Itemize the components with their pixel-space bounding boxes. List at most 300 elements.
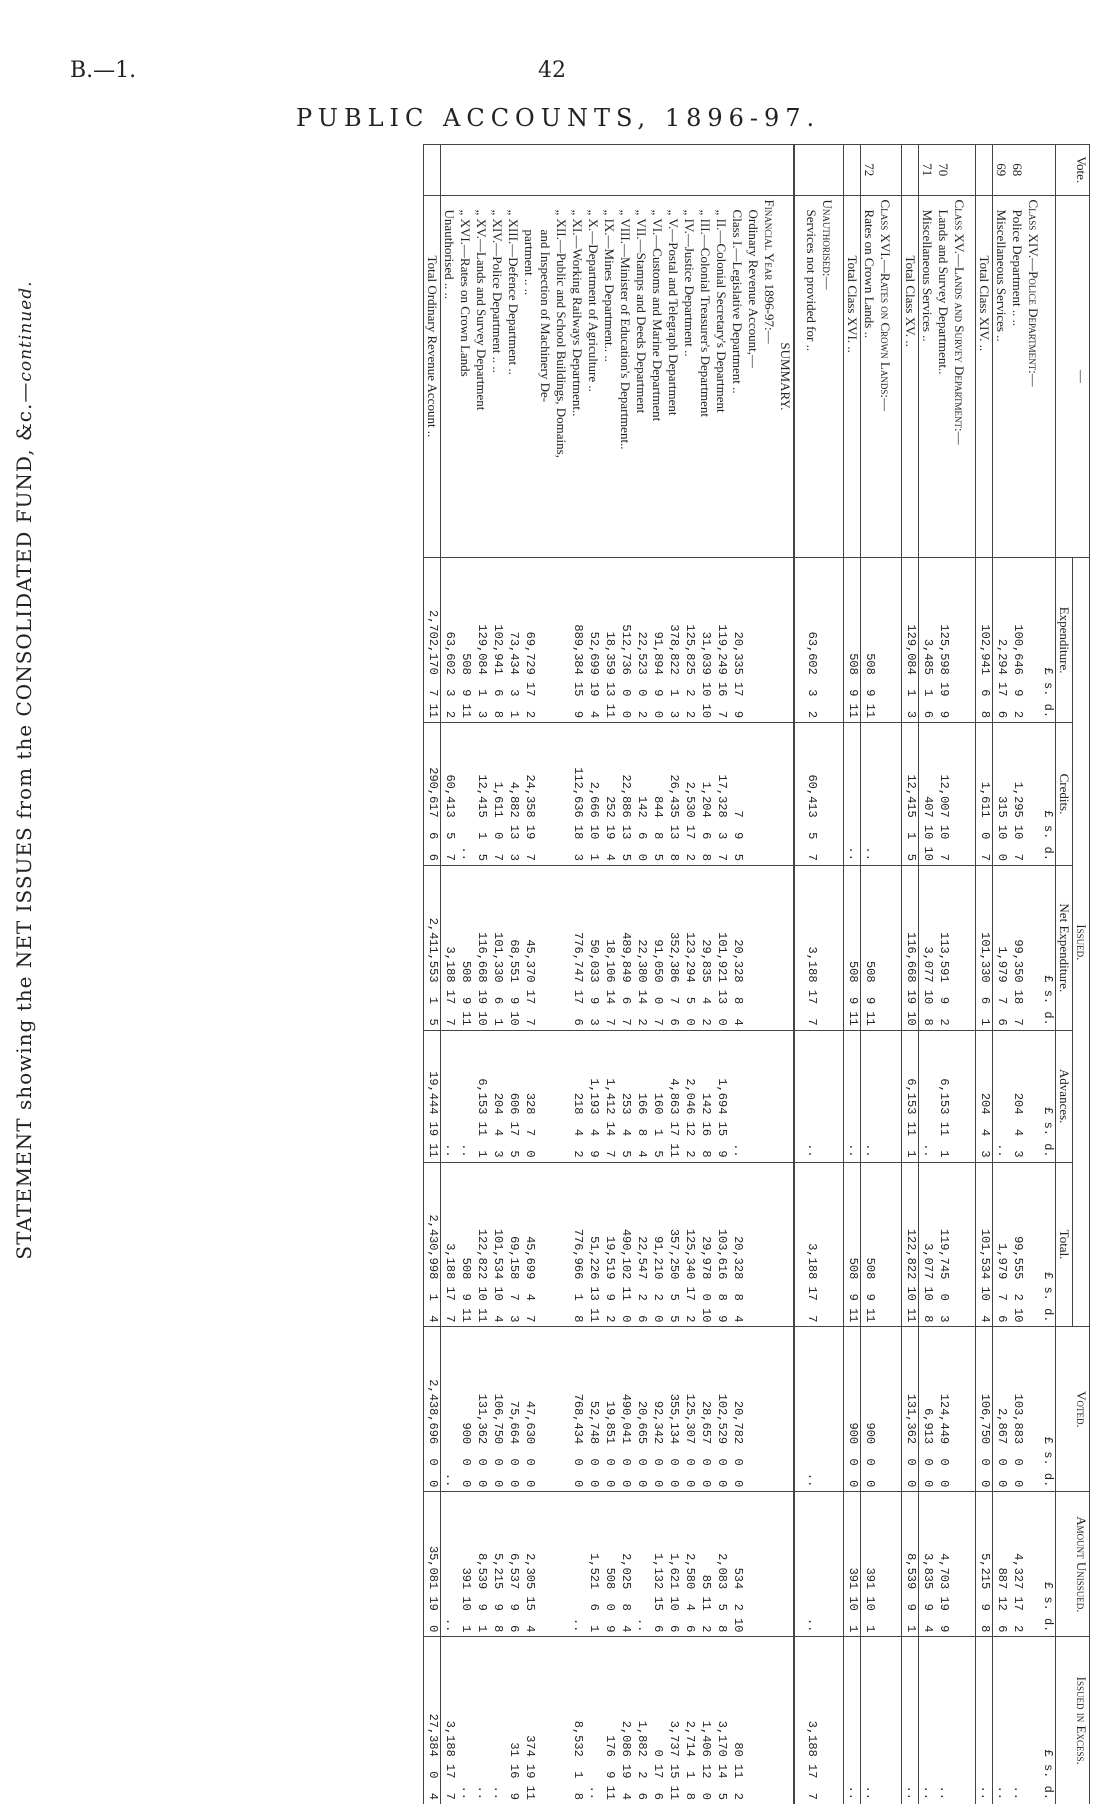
expenditure-cell: 125,598 19 9 — [935, 558, 951, 723]
desc-cell: Total Class XV. .. — [902, 195, 919, 558]
total-cell: 91,210 2 0 — [649, 1162, 665, 1327]
unissued-cell: 8,539 9 1 — [902, 1492, 919, 1637]
total-cell: 119,745 0 3 — [935, 1162, 951, 1327]
summary-row — [617, 145, 633, 1805]
desc-cell: partment .. .. — [521, 195, 537, 558]
table-row-total — [902, 145, 919, 1805]
voted-cell — [537, 1327, 553, 1492]
desc-cell: „ XII.—Public and School Buildings, Domains, — [553, 195, 569, 558]
credits-cell — [553, 723, 569, 866]
summary-heading: SUMMARY. — [777, 195, 794, 558]
voted-cell: 106,750 0 0 — [489, 1327, 505, 1492]
excess-cell: 176 9 11 — [601, 1637, 617, 1804]
desc-cell: „ V.—Postal and Telegraph Department — [665, 195, 681, 558]
advances-cell: 1,412 14 7 — [601, 1030, 617, 1162]
desc-cell: „ VI.—Customs and Marine Department — [649, 195, 665, 558]
desc-cell: Miscellaneous Services .. — [993, 195, 1010, 558]
col-advances: Advances. — [1056, 1030, 1073, 1162]
expenditure-cell: 512,736 0 0 — [617, 558, 633, 723]
unissued-cell: 1,132 15 6 — [649, 1492, 665, 1637]
vote-cell — [951, 145, 967, 196]
total-cell: 125,340 17 2 — [681, 1162, 697, 1327]
table-row — [819, 145, 835, 1805]
table-row — [761, 145, 777, 1805]
voted-cell: 131,362 0 0 — [473, 1327, 489, 1492]
table-row — [861, 145, 878, 1805]
summary-row — [521, 145, 537, 1805]
summary-row — [457, 145, 473, 1805]
unissued-cell: 4,703 19 9 — [935, 1492, 951, 1637]
total-cell: 3,077 10 8 — [919, 1162, 936, 1327]
vote-cell: 71 — [919, 145, 936, 196]
desc-cell: „ XVI.—Rates on Crown Lands — [457, 195, 473, 558]
expenditure-cell: 2,294 17 6 — [993, 558, 1010, 723]
excess-cell: .. — [585, 1637, 601, 1804]
table-row — [919, 145, 936, 1805]
advances-cell: 204 4 3 — [1009, 1030, 1025, 1162]
table-row — [803, 145, 819, 1805]
units-cell: £ s. d. — [1041, 1030, 1056, 1162]
credits-cell: .. — [844, 723, 861, 866]
voted-cell: 19,851 0 0 — [601, 1327, 617, 1492]
desc-cell: and Inspection of Machinery De- — [537, 195, 553, 558]
unissued-cell — [553, 1492, 569, 1637]
net-issues-table — [423, 144, 1090, 1804]
desc-cell: „ VII.—Stamps and Deeds Department — [633, 195, 649, 558]
summary-body — [441, 145, 746, 1805]
vote-cell — [976, 145, 993, 196]
advances-cell: 160 1 5 — [649, 1030, 665, 1162]
desc-cell: Police Department .. .. — [1009, 195, 1025, 558]
total-cell: 508 9 11 — [457, 1162, 473, 1327]
unissued-cell: .. — [633, 1492, 649, 1637]
total-cell: 101,534 10 4 — [489, 1162, 505, 1327]
total-cell: 19,519 9 2 — [601, 1162, 617, 1327]
voted-cell: 2,438,696 0 0 — [424, 1327, 441, 1492]
expenditure-cell: 508 9 11 — [457, 558, 473, 723]
expenditure-cell: 63,602 3 2 — [441, 558, 458, 723]
net-cell — [537, 865, 553, 1030]
credits-cell: 1,611 0 7 — [976, 723, 993, 866]
advances-cell: 328 7 0 — [521, 1030, 537, 1162]
net-cell: 20,328 8 4 — [729, 865, 745, 1030]
unissued-cell: 391 10 1 — [457, 1492, 473, 1637]
expenditure-cell: 102,941 6 8 — [489, 558, 505, 723]
credits-cell: 112,636 18 3 — [569, 723, 585, 866]
credits-cell: 26,435 13 8 — [665, 723, 681, 866]
expenditure-cell: 91,894 9 0 — [649, 558, 665, 723]
total-cell: 3,188 17 7 — [803, 1162, 819, 1327]
advances-cell: .. — [919, 1030, 936, 1162]
class-heading: Class XIV.—Police Department:— — [1025, 195, 1041, 558]
credits-cell: 24,358 19 7 — [521, 723, 537, 866]
desc-cell: Total Class XIV. .. — [976, 195, 993, 558]
net-cell: 508 9 11 — [844, 865, 861, 1030]
voted-cell: 125,307 0 0 — [681, 1327, 697, 1492]
credits-cell: 290,617 6 6 — [424, 723, 441, 866]
voted-cell: 6,913 0 0 — [919, 1327, 936, 1492]
units-cell: £ s. d. — [1041, 1637, 1056, 1804]
voted-cell: 768,434 0 0 — [569, 1327, 585, 1492]
net-cell: 3,188 17 7 — [803, 865, 819, 1030]
excess-cell: 0 17 6 — [649, 1637, 665, 1804]
voted-cell: 490,041 0 0 — [617, 1327, 633, 1492]
voted-cell: 20,782 0 0 — [729, 1327, 745, 1492]
summary-row — [505, 145, 521, 1805]
total-cell: 490,102 11 0 — [617, 1162, 633, 1327]
excess-cell: 27,384 0 4 — [424, 1637, 441, 1804]
expenditure-cell: 100,646 9 2 — [1009, 558, 1025, 723]
advances-cell: 6,153 11 1 — [935, 1030, 951, 1162]
expenditure-cell: 119,249 16 7 — [713, 558, 729, 723]
vote-cell — [902, 145, 919, 196]
voted-cell: 47,630 0 0 — [521, 1327, 537, 1492]
advances-cell: .. — [803, 1030, 819, 1162]
summary-total-row — [424, 145, 441, 1805]
vote-cell — [844, 145, 861, 196]
summary-row — [665, 145, 681, 1805]
net-cell: 45,370 17 7 — [521, 865, 537, 1030]
summary-row — [553, 145, 569, 1805]
net-cell: 101,330 6 1 — [489, 865, 505, 1030]
total-cell: 1,979 7 6 — [993, 1162, 1010, 1327]
col-issued: Issued. — [1073, 558, 1090, 1327]
excess-cell: 2,086 19 4 — [617, 1637, 633, 1804]
total-cell: 20,328 8 4 — [729, 1162, 745, 1327]
expenditure-cell — [537, 558, 553, 723]
total-cell: 122,822 10 11 — [902, 1162, 919, 1327]
expenditure-cell: 31,039 10 10 — [697, 558, 713, 723]
statement-title — [12, 140, 40, 1400]
total-cell — [537, 1162, 553, 1327]
table-row — [935, 145, 951, 1805]
credits-cell: 1,295 10 7 — [1009, 723, 1025, 866]
advances-cell: 1,193 4 9 — [585, 1030, 601, 1162]
unissued-cell: 391 10 1 — [844, 1492, 861, 1637]
vote-cell: 69 — [993, 145, 1010, 196]
unissued-cell: 887 12 6 — [993, 1492, 1010, 1637]
excess-cell: 31 16 9 — [505, 1637, 521, 1804]
col-issued-in-excess: Issued in Excess. — [1056, 1637, 1090, 1804]
total-cell: 357,250 5 5 — [665, 1162, 681, 1327]
advances-cell: .. — [457, 1030, 473, 1162]
credits-cell: .. — [861, 723, 878, 866]
advances-cell: .. — [844, 1030, 861, 1162]
net-cell: 91,050 0 7 — [649, 865, 665, 1030]
desc-cell: „ XIV.—Police Department .. .. — [489, 195, 505, 558]
voted-cell: 900 0 0 — [861, 1327, 878, 1492]
voted-cell: 20,665 0 0 — [633, 1327, 649, 1492]
advances-cell — [553, 1030, 569, 1162]
credits-cell: .. — [457, 723, 473, 866]
credits-cell: 407 10 10 — [919, 723, 936, 866]
units-cell: £ s. d. — [1041, 558, 1056, 723]
advances-cell: 19,444 19 11 — [424, 1030, 441, 1162]
credits-cell: 2,530 17 2 — [681, 723, 697, 866]
excess-cell — [553, 1637, 569, 1804]
excess-cell: .. — [902, 1637, 919, 1804]
total-cell: 29,978 0 10 — [697, 1162, 713, 1327]
unissued-cell: 2,305 15 4 — [521, 1492, 537, 1637]
unissued-cell: .. — [803, 1492, 819, 1637]
net-cell: 116,668 19 10 — [473, 865, 489, 1030]
credits-cell: 315 10 0 — [993, 723, 1010, 866]
expenditure-cell: 20,335 17 9 — [729, 558, 745, 723]
advances-cell: 204 4 3 — [976, 1030, 993, 1162]
col-blank: — — [1056, 195, 1090, 558]
summary-row — [601, 145, 617, 1805]
excess-cell: .. — [844, 1637, 861, 1804]
desc-cell: „ III.—Colonial Treasurer's Department — [697, 195, 713, 558]
expenditure-cell: 378,822 1 3 — [665, 558, 681, 723]
total-cell: 99,555 2 10 — [1009, 1162, 1025, 1327]
advances-cell: .. — [441, 1030, 458, 1162]
advances-cell: 253 4 5 — [617, 1030, 633, 1162]
page-title: PUBLIC ACCOUNTS, 1896-97. — [296, 104, 821, 132]
total-cell: 69,158 7 3 — [505, 1162, 521, 1327]
rotated-table-wrapper — [70, 144, 1090, 1804]
advances-cell: .. — [993, 1030, 1010, 1162]
unissued-cell: 4,327 17 2 — [1009, 1492, 1025, 1637]
net-cell: 101,330 6 1 — [976, 865, 993, 1030]
net-cell: 101,921 13 0 — [713, 865, 729, 1030]
desc-cell: Total Ordinary Revenue Account .. — [424, 195, 441, 558]
advances-cell: 204 4 3 — [489, 1030, 505, 1162]
voted-cell: 2,867 0 0 — [993, 1327, 1010, 1492]
advances-cell: 218 4 2 — [569, 1030, 585, 1162]
expenditure-cell: 52,699 19 4 — [585, 558, 601, 723]
total-cell: 508 9 11 — [861, 1162, 878, 1327]
unissued-cell: 2,083 5 8 — [713, 1492, 729, 1637]
excess-cell — [537, 1637, 553, 1804]
unissued-cell: 534 2 10 — [729, 1492, 745, 1637]
unissued-cell: 5,215 9 8 — [976, 1492, 993, 1637]
excess-cell: .. — [935, 1637, 951, 1804]
desc-cell: „ IV.—Justice Department .. — [681, 195, 697, 558]
col-credits: Credits. — [1056, 723, 1073, 866]
unissued-cell: 2,025 8 4 — [617, 1492, 633, 1637]
credits-cell: 4,882 13 3 — [505, 723, 521, 866]
units-cell: £ s. d. — [1041, 1492, 1056, 1637]
credits-cell: 17,328 3 7 — [713, 723, 729, 866]
unissued-cell: 6,537 9 6 — [505, 1492, 521, 1637]
total-cell: 508 9 11 — [844, 1162, 861, 1327]
desc-cell: Miscellaneous Services .. — [919, 195, 936, 558]
desc-cell: Services not provided for .. — [803, 195, 819, 558]
class-heading: Class XVI.—Rates on Crown Lands:— — [877, 195, 893, 558]
expenditure-cell: 18,359 13 11 — [601, 558, 617, 723]
col-vote: Vote. — [1056, 145, 1090, 196]
credits-cell: 60,413 5 7 — [441, 723, 458, 866]
voted-cell: 355,134 0 0 — [665, 1327, 681, 1492]
expenditure-cell — [553, 558, 569, 723]
total-cell — [553, 1162, 569, 1327]
advances-cell: 1,694 15 9 — [713, 1030, 729, 1162]
expenditure-cell: 22,523 0 2 — [633, 558, 649, 723]
table-row — [1025, 145, 1041, 1805]
credits-cell: 1,611 0 7 — [489, 723, 505, 866]
voted-cell — [553, 1327, 569, 1492]
excess-cell: .. — [457, 1637, 473, 1804]
expenditure-cell: 69,729 17 2 — [521, 558, 537, 723]
table-row — [877, 145, 893, 1805]
expenditure-cell: 129,084 1 3 — [473, 558, 489, 723]
desc-cell: Total Class XVI. .. — [844, 195, 861, 558]
net-cell: 123,294 5 0 — [681, 865, 697, 1030]
summary-row — [649, 145, 665, 1805]
units-cell: £ s. d. — [1041, 723, 1056, 866]
excess-cell: 8,532 1 8 — [569, 1637, 585, 1804]
net-cell: 22,380 14 2 — [633, 865, 649, 1030]
voted-cell: 106,750 0 0 — [976, 1327, 993, 1492]
vote-cell: 68 — [1009, 145, 1025, 196]
excess-cell: .. — [976, 1637, 993, 1804]
units-row — [1041, 145, 1056, 1805]
excess-cell: 3,737 15 11 — [665, 1637, 681, 1804]
credits-cell: 252 19 4 — [601, 723, 617, 866]
vote-cell — [877, 145, 893, 196]
col-total: Total. — [1056, 1162, 1073, 1327]
credits-cell: 12,007 10 7 — [935, 723, 951, 866]
unissued-cell: 1,521 6 1 — [585, 1492, 601, 1637]
class-heading: Unauthorised:— — [819, 195, 835, 558]
advances-cell: 606 17 5 — [505, 1030, 521, 1162]
desc-cell: „ XV.—Lands and Survey Department — [473, 195, 489, 558]
excess-cell: .. — [473, 1637, 489, 1804]
expenditure-cell: 889,384 15 9 — [569, 558, 585, 723]
page-number: 42 — [538, 58, 566, 83]
credits-cell: 1,204 6 8 — [697, 723, 713, 866]
net-cell: 3,188 17 7 — [441, 865, 458, 1030]
desc-cell: Class I.—Legislative Department .. — [729, 195, 745, 558]
expenditure-cell: 125,825 2 2 — [681, 558, 697, 723]
advances-cell: 142 16 8 — [697, 1030, 713, 1162]
unissued-cell: 3,835 9 4 — [919, 1492, 936, 1637]
total-cell: 51,226 13 11 — [585, 1162, 601, 1327]
voted-cell: 103,883 0 0 — [1009, 1327, 1025, 1492]
net-cell: 489,849 6 7 — [617, 865, 633, 1030]
statement-title-main: STATEMENT showing the NET ISSUES from the CONSOLIDATED FUND, &c.— — [12, 381, 36, 1260]
summary-row — [633, 145, 649, 1805]
summary-row — [569, 145, 585, 1805]
excess-cell: .. — [993, 1637, 1010, 1804]
desc-cell: „ XI.—Working Railways Department.. — [569, 195, 585, 558]
net-cell: 1,979 7 6 — [993, 865, 1010, 1030]
total-cell: 45,699 4 7 — [521, 1162, 537, 1327]
voted-cell: .. — [441, 1327, 458, 1492]
advances-cell: 4,863 17 11 — [665, 1030, 681, 1162]
excess-cell: .. — [1009, 1637, 1025, 1804]
statement-title-suffix: continued. — [16, 280, 36, 382]
expenditure-cell: 102,941 6 8 — [976, 558, 993, 723]
credits-cell — [537, 723, 553, 866]
expenditure-cell: 3,485 1 6 — [919, 558, 936, 723]
unissued-cell: 508 0 9 — [601, 1492, 617, 1637]
total-cell: 122,822 10 11 — [473, 1162, 489, 1327]
net-cell — [553, 865, 569, 1030]
units-cell: £ s. d. — [1041, 1162, 1056, 1327]
net-cell: 3,077 10 8 — [919, 865, 936, 1030]
net-cell: 113,591 9 2 — [935, 865, 951, 1030]
col-net-expenditure: Net Expenditure. — [1056, 865, 1073, 1030]
financial-year-label: Financial Year 1896-97:— — [761, 195, 777, 558]
total-cell: 103,616 8 9 — [713, 1162, 729, 1327]
voted-cell: 124,449 0 0 — [935, 1327, 951, 1492]
voted-cell: 28,657 0 0 — [697, 1327, 713, 1492]
excess-cell: 3,170 14 5 — [713, 1637, 729, 1804]
advances-cell: 2,046 12 2 — [681, 1030, 697, 1162]
table-row — [951, 145, 967, 1805]
excess-cell: 2,714 1 8 — [681, 1637, 697, 1804]
total-cell: 101,534 10 4 — [976, 1162, 993, 1327]
advances-cell: 166 8 4 — [633, 1030, 649, 1162]
unissued-cell: 2,580 4 6 — [681, 1492, 697, 1637]
net-cell: 776,747 17 6 — [569, 865, 585, 1030]
expenditure-cell: 508 9 11 — [861, 558, 878, 723]
summary-row — [729, 145, 745, 1805]
desc-cell: Rates on Crown Lands .. — [861, 195, 878, 558]
unissued-cell: 5,215 9 8 — [489, 1492, 505, 1637]
total-cell: 2,430,998 1 4 — [424, 1162, 441, 1327]
col-voted: Voted. — [1056, 1327, 1090, 1492]
ordinary-revenue-label: Ordinary Revenue Account,— — [745, 195, 761, 558]
voted-cell: 92,342 0 0 — [649, 1327, 665, 1492]
desc-cell: „ II.—Colonial Secretary's Department — [713, 195, 729, 558]
desc-cell: „ X.—Department of Agriculture .. — [585, 195, 601, 558]
excess-cell: .. — [489, 1637, 505, 1804]
unissued-cell: 391 10 1 — [861, 1492, 878, 1637]
excess-cell: 80 11 2 — [729, 1637, 745, 1804]
credits-cell: 12,415 1 5 — [902, 723, 919, 866]
total-cell: 776,966 1 8 — [569, 1162, 585, 1327]
desc-cell: „ VIII.—Minister of Education's Department.. — [617, 195, 633, 558]
summary-row — [537, 145, 553, 1805]
summary-row — [585, 145, 601, 1805]
unissued-cell: 8,539 9 1 — [473, 1492, 489, 1637]
class-heading: Class XV.—Lands and Survey Department:— — [951, 195, 967, 558]
col-expenditure: Expenditure. — [1056, 558, 1073, 723]
vote-cell — [1025, 145, 1041, 196]
net-cell: 99,350 18 7 — [1009, 865, 1025, 1030]
expenditure-cell: 73,434 3 1 — [505, 558, 521, 723]
credits-cell: 2,666 10 1 — [585, 723, 601, 866]
voted-cell: 102,529 0 0 — [713, 1327, 729, 1492]
net-cell: 352,386 7 6 — [665, 865, 681, 1030]
units-cell: £ s. d. — [1041, 865, 1056, 1030]
desc-cell: „ XIII.—Defence Department .. — [505, 195, 521, 558]
excess-cell: 374 19 11 — [521, 1637, 537, 1804]
unissued-cell: 85 11 2 — [697, 1492, 713, 1637]
summary-row — [489, 145, 505, 1805]
credits-cell: 142 6 0 — [633, 723, 649, 866]
table-row — [745, 145, 761, 1805]
credits-cell: 7 9 5 — [729, 723, 745, 866]
expenditure-cell: 129,084 1 3 — [902, 558, 919, 723]
table-row — [993, 145, 1010, 1805]
unissued-cell — [537, 1492, 553, 1637]
summary-heading-row — [777, 145, 794, 1805]
voted-cell: 900 0 0 — [457, 1327, 473, 1492]
net-cell: 116,668 19 10 — [902, 865, 919, 1030]
summary-row — [681, 145, 697, 1805]
advances-cell: 6,153 11 1 — [473, 1030, 489, 1162]
credits-cell: 60,413 5 7 — [803, 723, 819, 866]
unissued-cell: 35,081 19 0 — [424, 1492, 441, 1637]
vote-cell — [819, 145, 835, 196]
summary-row — [441, 145, 458, 1805]
table-row-total — [976, 145, 993, 1805]
total-cell: 22,547 2 6 — [633, 1162, 649, 1327]
